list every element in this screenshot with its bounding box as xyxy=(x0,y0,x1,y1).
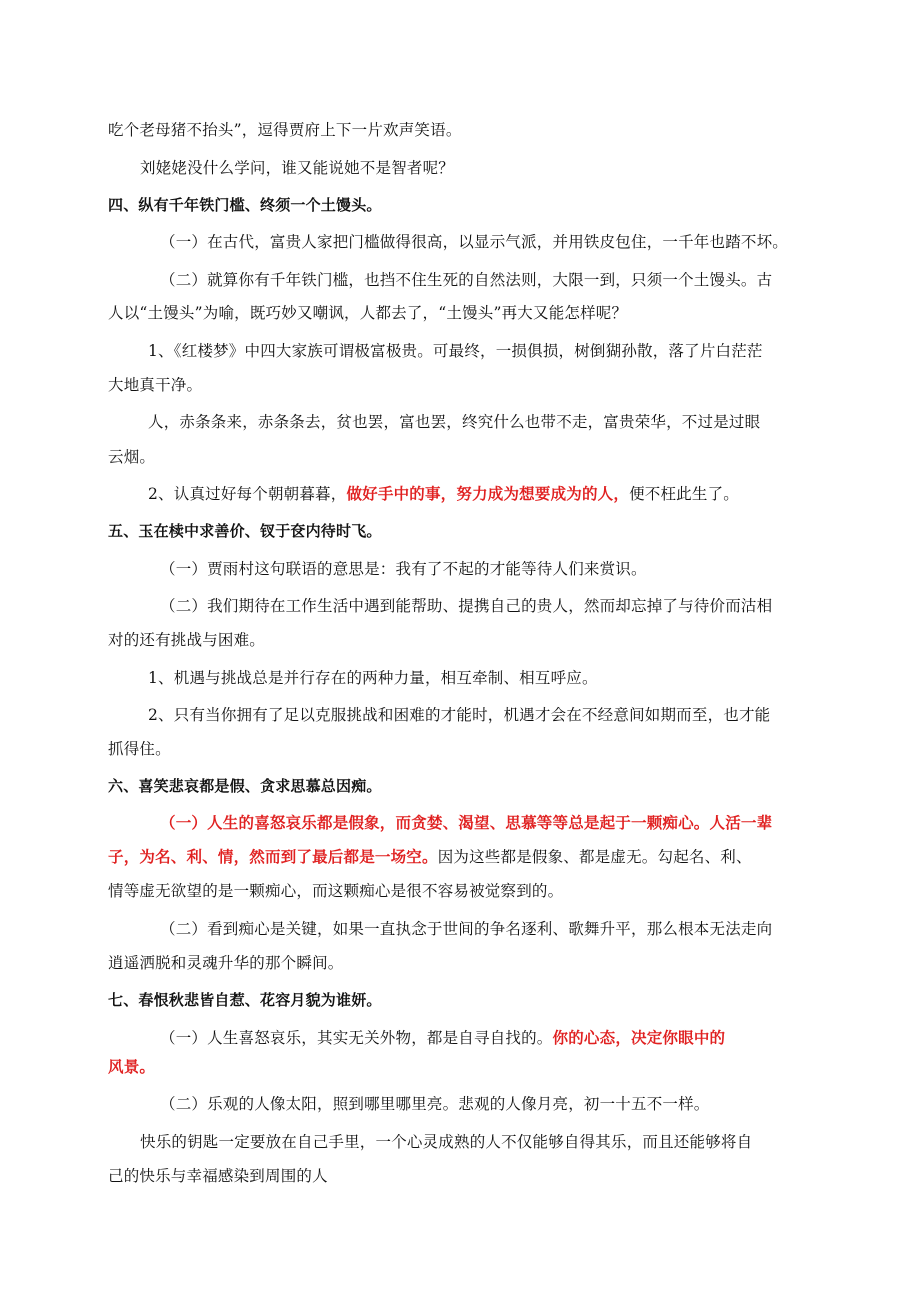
highlight-text: （一）人生的喜怒哀乐都是假象，而贪婪、渴望、思慕等等总是起于一颗痴心。人活一辈 xyxy=(160,814,773,832)
section-heading-4: 四、纵有千年铁门槛、终须一个土馒头。 xyxy=(108,196,382,214)
paragraph-line: 人以“土馒头”为喻，既巧妙又嘲讽，人都去了，“土馒头”再大又能怎样呢？ xyxy=(108,304,628,322)
text-run: （一）人生喜怒哀乐，其实无关外物，都是自寻自找的。 xyxy=(160,1029,553,1047)
paragraph-line: 1、机遇与挑战总是并行存在的两种力量，相互牵制、相互呼应。 xyxy=(148,669,598,687)
highlight-text: 你的心态，决定你眼中的 xyxy=(552,1029,726,1047)
section-heading-7: 七、春恨秋悲皆自惹、花容月貌为谁妍。 xyxy=(108,991,382,1009)
paragraph-line: 抓得住。 xyxy=(108,740,171,758)
section-heading-6: 六、喜笑悲哀都是假、贪求思慕总因痴。 xyxy=(108,777,382,795)
paragraph-line: 大地真干净。 xyxy=(108,376,203,394)
paragraph-line: （一）贾雨村这句联语的意思是：我有了不起的才能等待人们来赏识。 xyxy=(160,560,647,578)
section-heading-5: 五、玉在椟中求善价、钗于奁内待时飞。 xyxy=(108,522,382,540)
paragraph-line: （二）乐观的人像太阳，照到哪里哪里亮。悲观的人像月亮，初一十五不一样。 xyxy=(160,1095,710,1113)
paragraph-line: 刘姥姥没什么学问，谁又能说她不是智者呢？ xyxy=(140,159,455,177)
paragraph-line: 情等虚无欲望的是一颗痴心，而这颗痴心是很不容易被觉察到的。 xyxy=(108,882,564,900)
paragraph-line: 己的快乐与幸福感染到周围的人 xyxy=(108,1167,328,1185)
paragraph-line xyxy=(108,847,816,867)
paragraph-line: （一）在古代，富贵人家把门槛做得很高，以显示气派，并用铁皮包住，一千年也踏不坏。 xyxy=(160,233,789,251)
paragraph-line xyxy=(148,484,856,504)
paragraph-line: 云烟。 xyxy=(108,448,156,466)
highlight-text: 做好手中的事，努力成为想要成为的人， xyxy=(346,485,630,503)
paragraph-line: （二）就算你有千年铁门槛，也挡不住生死的自然法则，大限一到，只须一个土馒头。古 xyxy=(160,271,773,289)
paragraph-line: （二）看到痴心是关键，如果一直执念于世间的争名逐利、歌舞升平，那么根本无法走向 xyxy=(160,920,773,938)
paragraph-line: 快乐的钥匙一定要放在自己手里，一个心灵成熟的人不仅能够自得其乐，而且还能够将自 xyxy=(140,1133,753,1151)
paragraph-line: 吃个老母猪不抬头”，逗得贾府上下一片欢声笑语。 xyxy=(108,121,462,139)
paragraph-line: 2、只有当你拥有了足以克服挑战和困难的才能时，机遇才会在不经意间如期而至，也才能 xyxy=(148,706,771,724)
paragraph-line: 1、《红楼梦》中四大家族可谓极富极贵。可最终，一损俱损，树倒猢孙散，落了片白茫茫 xyxy=(148,342,763,360)
paragraph-line: （二）我们期待在工作生活中遇到能帮助、提携自己的贵人，然而却忘掉了与待价而沽相 xyxy=(160,597,773,615)
text-run: 因为这些都是假象、都是虚无。勾起名、利、 xyxy=(437,848,752,866)
paragraph-line: 逍遥洒脱和灵魂升华的那个瞬间。 xyxy=(108,954,344,972)
paragraph-line xyxy=(160,1028,868,1048)
text-run: 便不枉此生了。 xyxy=(629,485,739,503)
paragraph-line: 人，赤条条来，赤条条去，贫也罢，富也罢，终究什么也带不走，富贵荣华，不过是过眼 xyxy=(148,413,761,431)
highlight-text: 风景。 xyxy=(108,1058,156,1076)
text-run: 2、认真过好每个朝朝暮暮， xyxy=(148,485,347,503)
paragraph-line: 对的还有挑战与困难。 xyxy=(108,631,266,649)
highlight-text: 子，为名、利、情，然而到了最后都是一场空。 xyxy=(108,848,438,866)
